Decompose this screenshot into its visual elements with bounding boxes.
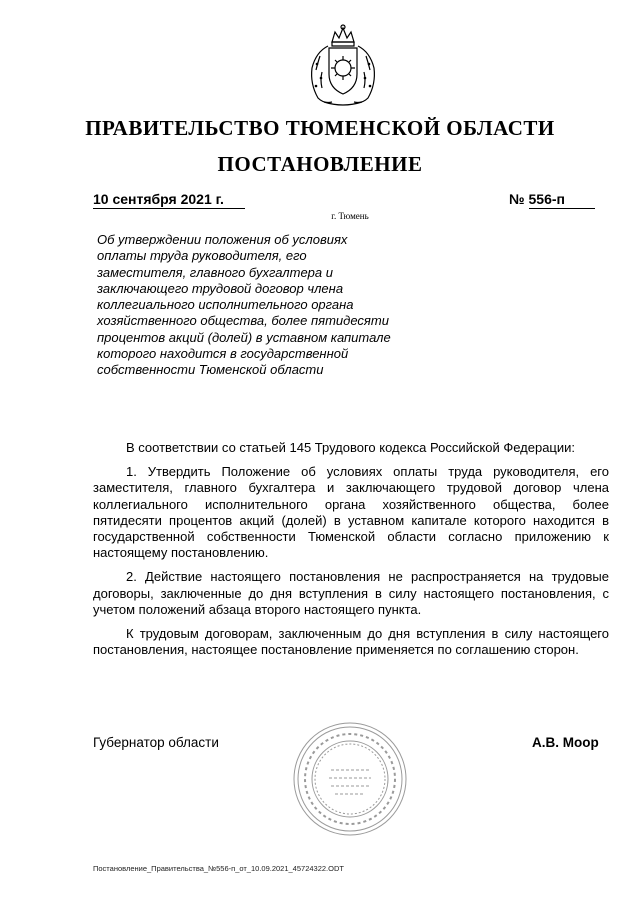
tyumen-coat-of-arms-icon xyxy=(302,22,384,108)
document-date: 10 сентября 2021 г. xyxy=(93,191,245,209)
body-paragraph: 2. Действие настоящего постановления не распространяется на трудовые договоры, заключенные до дня вступления в силу настоящего постановления, с учетом положений абзаца второго настоящего пункта. xyxy=(93,569,609,617)
body-paragraph: К трудовым договорам, заключенным до дня вступления в силу настоящего постановления, настоящее постановление применяется по соглашению сторон. xyxy=(93,626,609,658)
document-subject: Об утверждении положения об условиях оплаты труда руководителя, его заместителя, главного бухгалтера и заключающего трудовой договор члена коллегиального исполнительного органа хозяйственного общества, более пятидесяти процентов акций (долей) в уставном капитале которого находится в государственной собственности Тюменской области xyxy=(97,232,391,378)
document-type: ПОСТАНОВЛЕНИЕ xyxy=(217,152,423,176)
document-body xyxy=(93,440,609,666)
signer-name: А.В. Моор xyxy=(532,735,599,750)
document-number xyxy=(509,191,605,209)
body-paragraph: 1. Утвердить Положение об условиях оплаты труда руководителя, его заместителя, главного бухгалтера и заключающего трудовой договор члена коллегиального исполнительного органа хозяйственного общества, более пятидесяти процентов акций (долей) в уставном капитале которого находится в государственной собственности Тюменской области согласно приложению к настоящему постановлению. xyxy=(93,464,609,561)
document-city: г. Тюмень xyxy=(331,211,369,221)
number-value: 556-п xyxy=(529,191,595,209)
body-paragraph: В соответствии со статьей 145 Трудового кодекса Российской Федерации: xyxy=(126,440,576,455)
official-seal-stamp-icon xyxy=(291,720,409,838)
footer-file-code: Постановление_Правительства_№556-п_от_10.09.2021_45724322.ODT xyxy=(93,864,344,873)
organization-title: ПРАВИТЕЛЬСТВО ТЮМЕНСКОЙ ОБЛАСТИ xyxy=(85,116,555,140)
number-prefix: № xyxy=(509,191,525,207)
signer-title: Губернатор области xyxy=(93,735,219,750)
